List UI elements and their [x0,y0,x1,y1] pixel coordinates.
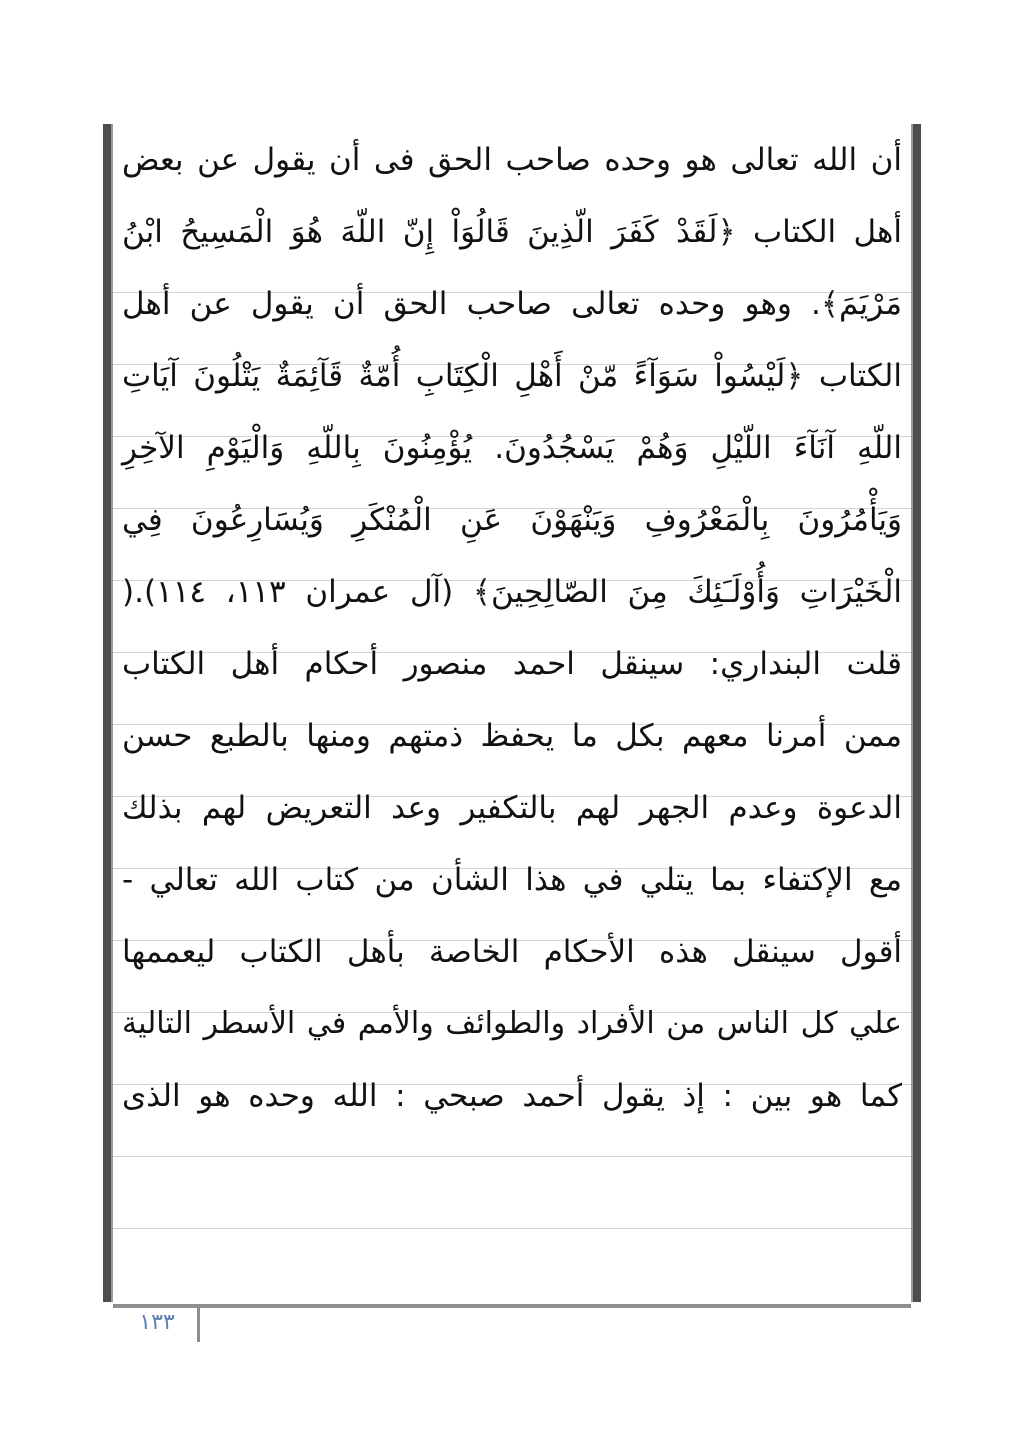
right-frame-border [911,124,921,1302]
footer-divider [197,1305,200,1342]
body-text-line: الكتاب ﴿لَيْسُواْ سَوَآءً مّنْ أَهْلِ الْكِتَابِ أُمّةٌ قَآئِمَةٌ يَتْلُونَ آيَاتِ [122,358,902,394]
body-text-line: مع الإكتفاء بما يتلي في هذا الشأن من كتاب الله تعالي - [122,862,902,898]
body-text-line: أهل الكتاب ﴿لَقَدْ كَفَرَ الّذِينَ قَالُوَاْ إِنّ اللّهَ هُوَ الْمَسِيحُ ابْنُ [122,214,902,250]
line-rule [113,1156,911,1157]
left-frame-border [103,124,113,1302]
body-text-line: الْخَيْرَاتِ وَأُوْلَـَئِكَ مِنَ الصّالِحِينَ﴾ (آل عمران ١١٣، ١١٤).( [122,574,902,610]
body-text-line: وَيَأْمُرُونَ بِالْمَعْرُوفِ وَيَنْهَوْنَ عَنِ الْمُنْكَرِ وَيُسَارِعُونَ فِي [122,502,902,538]
page-number: ١٣٣ [139,1310,175,1335]
footer-rule [113,1304,911,1308]
body-text-line: الدعوة وعدم الجهر لهم بالتكفير وعد التعريض لهم بذلك [122,790,902,826]
body-text-line: أن الله تعالى هو وحده صاحب الحق فى أن يقول عن بعض [122,142,902,178]
body-text-line: قلت البنداري: سينقل احمد منصور أحكام أهل الكتاب [122,646,902,682]
body-text-line: كما هو بين : إذ يقول أحمد صبحي : الله وحده هو الذى [122,1078,902,1114]
body-text-line: أقول سينقل هذه الأحكام الخاصة بأهل الكتاب ليعممها [122,934,902,970]
body-text-line: مَرْيَمَ﴾. وهو وحده تعالى صاحب الحق أن يقول عن أهل [122,286,902,322]
body-text-line: ممن أمرنا معهم بكل ما يحفظ ذمتهم ومنها بالطبع حسن [122,718,902,754]
line-rule [113,1228,911,1229]
body-text-line: اللّهِ آنَآءَ اللّيْلِ وَهُمْ يَسْجُدُونَ. يُؤْمِنُونَ بِاللّهِ وَالْيَوْمِ الآخِرِ [122,430,902,466]
body-text-line: علي كل الناس من الأفراد والطوائف والأمم في الأسطر التالية [122,1006,902,1041]
